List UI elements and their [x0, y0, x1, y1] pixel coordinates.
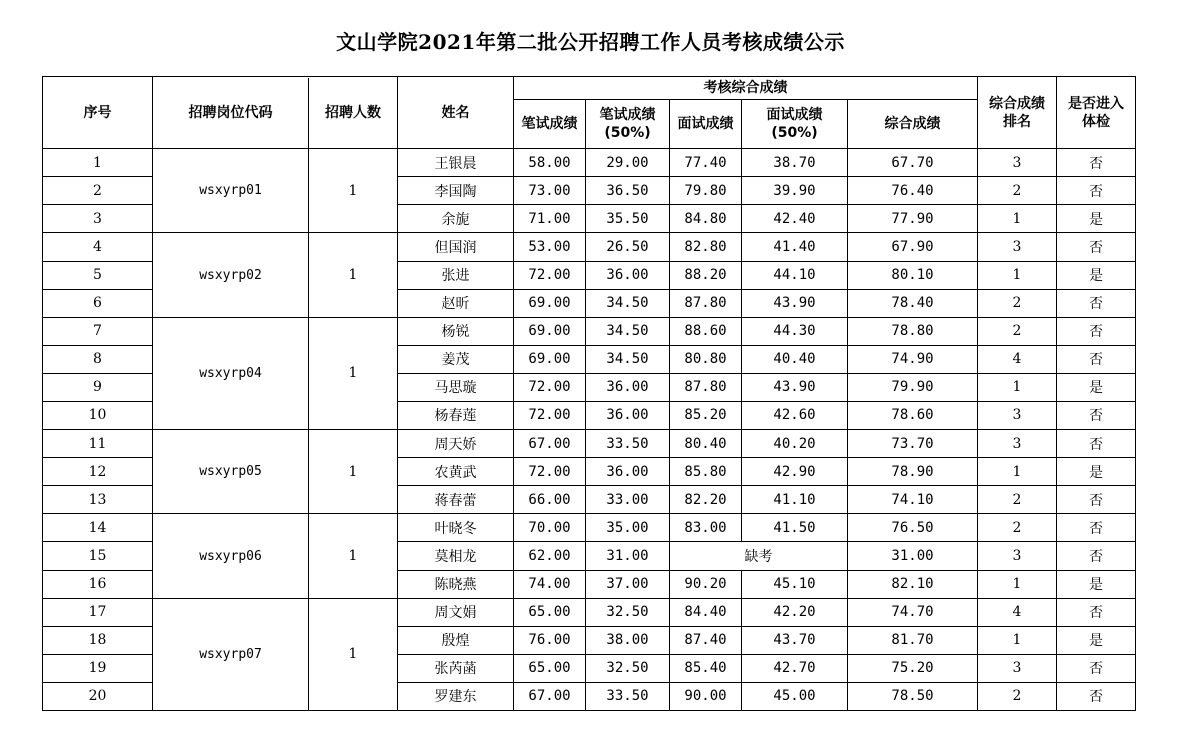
cell-code: wsxyrp02: [153, 233, 309, 316]
header-code-count: [153, 77, 398, 149]
cell-seq: 12: [43, 458, 153, 486]
cell-exam: 否: [1057, 514, 1136, 542]
cell-rank: 2: [978, 317, 1057, 345]
cell-interview50: 43.90: [742, 373, 848, 401]
cell-code: wsxyrp04: [153, 318, 309, 429]
cell-count: 1: [348, 267, 358, 284]
cell-seq: 4: [43, 233, 153, 261]
cell-written: 76.00: [514, 626, 586, 654]
header-rank-line1: 综合成绩: [989, 95, 1045, 112]
header-interview50: [742, 100, 848, 149]
header-written50-line1: 笔试成绩: [599, 107, 656, 123]
header-written50-line2: (50%): [604, 125, 651, 141]
cell-interview50: 43.70: [742, 626, 848, 654]
cell-rank: 2: [978, 514, 1057, 542]
cell-written: 65.00: [514, 654, 586, 682]
cell-name: 张芮菡: [398, 654, 514, 682]
cell-written: 67.00: [514, 429, 586, 457]
cell-written50: 34.50: [586, 317, 670, 345]
cell-written50: 35.50: [586, 205, 670, 233]
cell-written50: 36.00: [586, 401, 670, 429]
cell-written50: 36.00: [586, 261, 670, 289]
cell-name: 周文娟: [398, 598, 514, 626]
cell-rank: 2: [978, 289, 1057, 317]
cell-seq: 17: [43, 598, 153, 626]
header-count: 招聘人数: [325, 104, 381, 121]
cell-interview: 82.80: [670, 233, 742, 261]
cell-name: 蒋春蕾: [398, 486, 514, 514]
cell-interview: 84.80: [670, 205, 742, 233]
cell-rank: 1: [978, 458, 1057, 486]
cell-total: 74.10: [848, 486, 978, 514]
cell-written50: 31.00: [586, 542, 670, 570]
cell-rank: 1: [978, 261, 1057, 289]
cell-interview: 87.40: [670, 626, 742, 654]
cell-interview50: 41.50: [742, 514, 848, 542]
cell-rank: 4: [978, 598, 1057, 626]
cell-interview: 87.80: [670, 289, 742, 317]
header-written50: [586, 100, 670, 149]
cell-total: 79.90: [848, 373, 978, 401]
cell-code-count: [153, 514, 398, 598]
cell-code: wsxyrp06: [153, 514, 309, 597]
cell-total: 74.70: [848, 598, 978, 626]
cell-total: 31.00: [848, 542, 978, 570]
header-rank-line2: 排名: [1003, 113, 1031, 130]
cell-rank: 3: [978, 654, 1057, 682]
table-row: [43, 233, 1136, 261]
cell-written50: 29.00: [586, 149, 670, 177]
cell-interview: 90.20: [670, 570, 742, 598]
cell-exam: 否: [1057, 598, 1136, 626]
cell-rank: 2: [978, 177, 1057, 205]
header-written: 笔试成绩: [514, 100, 586, 149]
cell-seq: 10: [43, 401, 153, 429]
cell-seq: 20: [43, 682, 153, 710]
cell-exam: 是: [1057, 205, 1136, 233]
cell-name: 马思璇: [398, 373, 514, 401]
cell-exam: 否: [1057, 429, 1136, 457]
header-code: 招聘岗位代码: [153, 78, 309, 148]
cell-code: wsxyrp07: [153, 599, 309, 710]
cell-interview: 88.60: [670, 317, 742, 345]
cell-name: 殷煌: [398, 626, 514, 654]
cell-name: 杨锐: [398, 317, 514, 345]
cell-name: 罗建东: [398, 682, 514, 710]
cell-exam: 否: [1057, 345, 1136, 373]
header-exam-line1: 是否进入: [1068, 95, 1124, 112]
header-interview50-line2: (50%): [771, 125, 818, 141]
cell-interview50: 40.40: [742, 345, 848, 373]
cell-rank: 3: [978, 401, 1057, 429]
cell-seq: 8: [43, 345, 153, 373]
header-group: 考核综合成绩: [514, 77, 978, 100]
cell-interview: 80.40: [670, 429, 742, 457]
cell-interview: 85.40: [670, 654, 742, 682]
cell-total: 80.10: [848, 261, 978, 289]
cell-code-count: [153, 429, 398, 513]
cell-interview: 80.80: [670, 345, 742, 373]
cell-total: 74.90: [848, 345, 978, 373]
cell-written50: 38.00: [586, 626, 670, 654]
cell-name: 莫相龙: [398, 542, 514, 570]
cell-seq: 13: [43, 486, 153, 514]
cell-interview: 84.40: [670, 598, 742, 626]
cell-absent: 缺考: [670, 542, 848, 570]
cell-written50: 37.00: [586, 570, 670, 598]
cell-interview50: 38.70: [742, 149, 848, 177]
cell-seq: 7: [43, 317, 153, 345]
cell-exam: 否: [1057, 542, 1136, 570]
cell-count: 1: [348, 463, 358, 480]
header-exam-line2: 体检: [1082, 113, 1110, 130]
cell-interview50: 39.90: [742, 177, 848, 205]
cell-exam: 否: [1057, 317, 1136, 345]
cell-interview50: 44.30: [742, 317, 848, 345]
score-table: [42, 76, 1136, 711]
cell-rank: 3: [978, 542, 1057, 570]
cell-interview50: 45.10: [742, 570, 848, 598]
cell-code: wsxyrp01: [153, 149, 309, 232]
cell-code-count: [153, 317, 398, 429]
cell-interview50: 42.40: [742, 205, 848, 233]
cell-exam: 否: [1057, 401, 1136, 429]
cell-exam: 否: [1057, 289, 1136, 317]
cell-total: 78.90: [848, 458, 978, 486]
cell-written: 66.00: [514, 486, 586, 514]
table-row: [43, 598, 1136, 626]
cell-total: 76.40: [848, 177, 978, 205]
cell-code-count: [153, 233, 398, 317]
cell-count: 1: [348, 548, 358, 565]
cell-name: 杨春莲: [398, 401, 514, 429]
cell-interview50: 44.10: [742, 261, 848, 289]
cell-exam: 否: [1057, 682, 1136, 710]
cell-total: 78.80: [848, 317, 978, 345]
cell-total: 76.50: [848, 514, 978, 542]
cell-exam: 否: [1057, 233, 1136, 261]
cell-written50: 36.00: [586, 373, 670, 401]
cell-written: 72.00: [514, 401, 586, 429]
cell-written50: 32.50: [586, 598, 670, 626]
table-row: [43, 149, 1136, 177]
cell-written50: 33.50: [586, 429, 670, 457]
cell-written: 72.00: [514, 458, 586, 486]
cell-written: 65.00: [514, 598, 586, 626]
cell-interview50: 43.90: [742, 289, 848, 317]
table-body: [43, 149, 1136, 711]
cell-written: 58.00: [514, 149, 586, 177]
cell-name: 张进: [398, 261, 514, 289]
cell-total: 78.50: [848, 682, 978, 710]
cell-exam: 是: [1057, 373, 1136, 401]
cell-written: 72.00: [514, 373, 586, 401]
cell-total: 67.90: [848, 233, 978, 261]
cell-interview: 82.20: [670, 486, 742, 514]
cell-seq: 11: [43, 429, 153, 457]
cell-name: 王银晨: [398, 149, 514, 177]
cell-seq: 2: [43, 177, 153, 205]
cell-interview50: 42.60: [742, 401, 848, 429]
page-title: 文山学院2021年第二批公开招聘工作人员考核成绩公示: [336, 30, 845, 54]
cell-seq: 16: [43, 570, 153, 598]
cell-total: 81.70: [848, 626, 978, 654]
cell-written50: 34.50: [586, 345, 670, 373]
cell-code-count: [153, 598, 398, 710]
cell-rank: 1: [978, 205, 1057, 233]
cell-rank: 1: [978, 626, 1057, 654]
header-exam: [1057, 77, 1136, 149]
cell-rank: 1: [978, 570, 1057, 598]
cell-interview: 88.20: [670, 261, 742, 289]
cell-rank: 3: [978, 429, 1057, 457]
cell-rank: 4: [978, 345, 1057, 373]
cell-written: 69.00: [514, 289, 586, 317]
header-seq: 序号: [43, 77, 153, 149]
cell-interview50: 41.40: [742, 233, 848, 261]
cell-written: 71.00: [514, 205, 586, 233]
cell-interview: 83.00: [670, 514, 742, 542]
cell-interview: 79.80: [670, 177, 742, 205]
cell-interview: 85.80: [670, 458, 742, 486]
cell-code-count: [153, 149, 398, 233]
cell-interview: 77.40: [670, 149, 742, 177]
cell-exam: 是: [1057, 626, 1136, 654]
cell-exam: 否: [1057, 654, 1136, 682]
table-row: [43, 429, 1136, 457]
cell-name: 李国陶: [398, 177, 514, 205]
cell-written: 74.00: [514, 570, 586, 598]
cell-written50: 26.50: [586, 233, 670, 261]
cell-seq: 18: [43, 626, 153, 654]
cell-written: 70.00: [514, 514, 586, 542]
cell-written50: 36.00: [586, 458, 670, 486]
cell-count: 1: [348, 182, 358, 199]
cell-name: 赵昕: [398, 289, 514, 317]
cell-interview50: 40.20: [742, 429, 848, 457]
cell-rank: 3: [978, 233, 1057, 261]
cell-written50: 36.50: [586, 177, 670, 205]
cell-written: 73.00: [514, 177, 586, 205]
cell-interview50: 42.70: [742, 654, 848, 682]
cell-name: 但国润: [398, 233, 514, 261]
cell-code: wsxyrp05: [153, 430, 309, 513]
cell-written: 53.00: [514, 233, 586, 261]
cell-written: 62.00: [514, 542, 586, 570]
cell-written50: 33.00: [586, 486, 670, 514]
cell-name: 姜茂: [398, 345, 514, 373]
cell-count: 1: [348, 365, 358, 382]
cell-seq: 19: [43, 654, 153, 682]
header-interview50-line1: 面试成绩: [766, 107, 823, 123]
cell-written: 69.00: [514, 317, 586, 345]
cell-written50: 33.50: [586, 682, 670, 710]
cell-seq: 1: [43, 149, 153, 177]
table-row: [43, 514, 1136, 542]
cell-written: 67.00: [514, 682, 586, 710]
cell-total: 78.60: [848, 401, 978, 429]
cell-exam: 否: [1057, 177, 1136, 205]
cell-seq: 15: [43, 542, 153, 570]
cell-seq: 5: [43, 261, 153, 289]
cell-written: 69.00: [514, 345, 586, 373]
cell-rank: 1: [978, 373, 1057, 401]
cell-name: 余旎: [398, 205, 514, 233]
cell-exam: 否: [1057, 486, 1136, 514]
cell-written: 72.00: [514, 261, 586, 289]
cell-name: 叶晓冬: [398, 514, 514, 542]
table-row: [43, 317, 1136, 345]
cell-rank: 2: [978, 486, 1057, 514]
header-total: 综合成绩: [848, 100, 978, 149]
header-rank: [978, 77, 1057, 149]
cell-exam: 否: [1057, 149, 1136, 177]
cell-exam: 是: [1057, 570, 1136, 598]
cell-written50: 32.50: [586, 654, 670, 682]
cell-interview: 87.80: [670, 373, 742, 401]
header-interview: 面试成绩: [670, 100, 742, 149]
cell-rank: 3: [978, 149, 1057, 177]
header-name: 姓名: [398, 77, 514, 149]
cell-interview50: 45.00: [742, 682, 848, 710]
cell-seq: 9: [43, 373, 153, 401]
cell-written50: 34.50: [586, 289, 670, 317]
cell-total: 75.20: [848, 654, 978, 682]
cell-interview: 90.00: [670, 682, 742, 710]
cell-total: 67.70: [848, 149, 978, 177]
cell-total: 77.90: [848, 205, 978, 233]
cell-count: 1: [348, 646, 358, 663]
cell-seq: 3: [43, 205, 153, 233]
cell-written50: 35.00: [586, 514, 670, 542]
cell-rank: 2: [978, 682, 1057, 710]
cell-interview50: 42.20: [742, 598, 848, 626]
cell-total: 73.70: [848, 429, 978, 457]
cell-seq: 6: [43, 289, 153, 317]
cell-exam: 是: [1057, 458, 1136, 486]
cell-seq: 14: [43, 514, 153, 542]
cell-name: 陈晓燕: [398, 570, 514, 598]
cell-name: 农黄武: [398, 458, 514, 486]
cell-interview: 85.20: [670, 401, 742, 429]
cell-name: 周天娇: [398, 429, 514, 457]
cell-interview50: 42.90: [742, 458, 848, 486]
cell-interview50: 41.10: [742, 486, 848, 514]
cell-total: 78.40: [848, 289, 978, 317]
cell-total: 82.10: [848, 570, 978, 598]
cell-exam: 是: [1057, 261, 1136, 289]
